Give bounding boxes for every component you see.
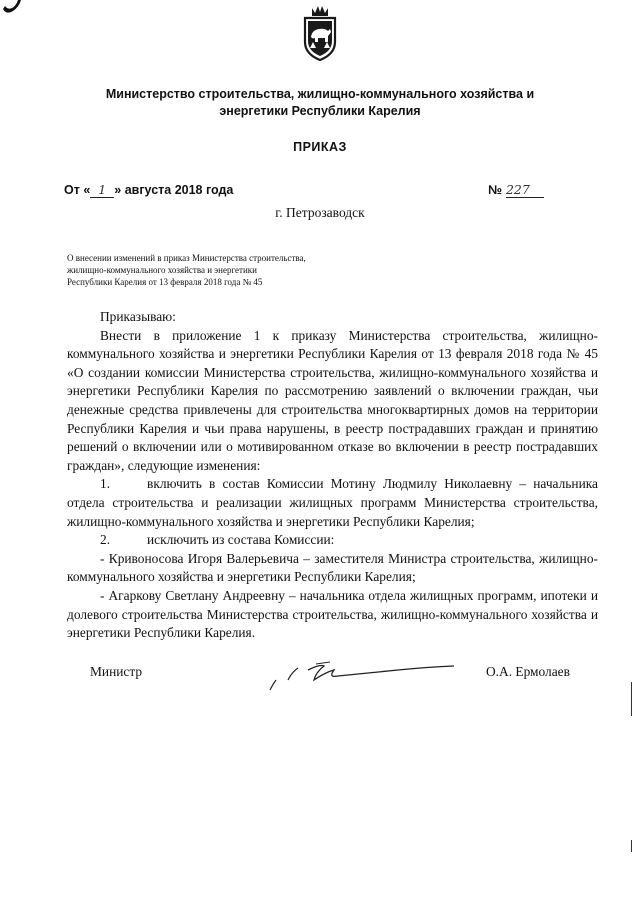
ministry-name-line1: Министерство строительства, жилищно-коммунального хозяйства и (105, 87, 535, 101)
scan-edge-mark (631, 840, 632, 852)
list-item-2-text: исключить из состава Комиссии: (147, 532, 335, 548)
corner-mark-icon (2, 0, 22, 16)
date-line (64, 182, 233, 198)
list-item-1-number: 1. (100, 476, 111, 492)
scan-edge-mark (631, 682, 632, 716)
date-day-handwritten: 1 (90, 182, 114, 198)
signatory-role: Министр (90, 664, 143, 679)
handwritten-signature-icon (268, 650, 468, 698)
subject-line2: жилищно-коммунального хозяйства и энергетики (67, 265, 257, 275)
intro-paragraph: Внести в приложение 1 к приказу Министерства строительства, жилищно-коммунального хозяйства и энергетики Республики Карелия от 13 февраля 2018 года № 45 «О создании комиссии Министерства строительства, жилищно-коммунального хозяйства и энергетики Республики Карелия по рассмотрению заявлений о включении граждан, чьи денежные средства привлечены для строительства многоквартирных домов на территории Республики Карелия и чьи права нарушены, в реестр пострадавших граждан и принятию решений о включении или о мотивированном отказе во включении в реестр пострадавших граждан», следующие изменения: (67, 327, 598, 473)
date-suffix: » августа 2018 года (114, 183, 234, 197)
subject-line1: О внесении изменений в приказ Министерства строительства, (67, 253, 306, 263)
sub-item-2: - Агаркову Светлану Андреевну – начальника отдела жилищных программ, ипотеки и долевого строительства Министерства строительства, жилищно-коммунального хозяйства и энергетики Республики Карелия. (67, 587, 598, 641)
number-value-handwritten: 227 (506, 182, 544, 198)
number-prefix: № (488, 183, 502, 197)
sub-item-1: - Кривоносова Игоря Валерьевича – заместителя Министра строительства, жилищно-коммунального хозяйства и энергетики Республики Карелия; (67, 550, 598, 585)
date-prefix: От « (64, 183, 91, 197)
document-type: ПРИКАЗ (293, 140, 347, 154)
signatory-name: О.А. Ермолаев (486, 664, 570, 679)
ministry-name (60, 86, 580, 120)
ministry-name-line2: энергетики Республики Карелия (219, 104, 421, 118)
city: г. Петрозаводск (275, 205, 365, 220)
order-number (488, 182, 544, 198)
subject-block (67, 252, 306, 288)
order-body (67, 308, 598, 643)
list-item-2-number: 2. (100, 532, 111, 548)
order-word: Приказываю: (100, 309, 176, 324)
list-item-1 (67, 475, 598, 531)
subject-line3: Республики Карелия от 13 февраля 2018 года № 45 (67, 277, 263, 287)
list-item-1-text: включить в состав Комиссии Мотину Людмилу Николаевну – начальника отдела строительства и реализации жилищных программ Министерства строительства, жилищно-коммунального хозяйства и энергетики Республики Карелия; (67, 476, 598, 529)
signature-block (0, 650, 640, 700)
list-item-2 (67, 531, 598, 550)
coat-of-arms-icon (301, 4, 339, 62)
